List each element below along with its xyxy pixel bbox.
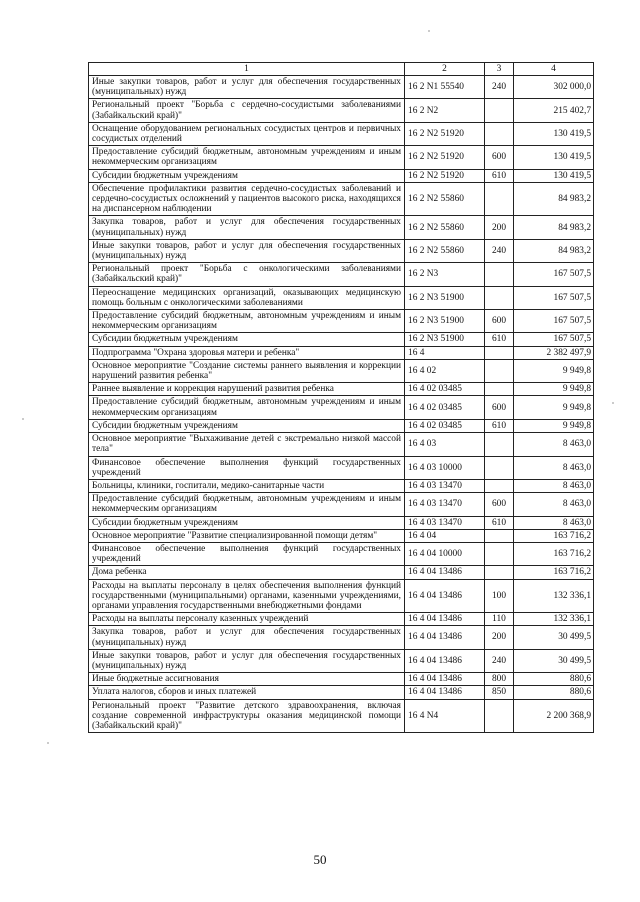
row-amount: 167 507,5 [514,310,594,333]
table-row [89,419,594,432]
row-amount: 167 507,5 [514,286,594,309]
row-name: Финансовое обеспечение выполнения функций государственных учреждений [89,456,405,479]
row-type: 600 [485,493,514,516]
row-amount: 8 463,0 [514,456,594,479]
table-row [89,516,594,529]
row-name: Иные закупки товаров, работ и услуг для обеспечения государственных (муниципальных) нужд [89,239,405,262]
row-code: 16 2 N3 [405,263,485,286]
row-type [485,699,514,733]
row-amount: 302 000,0 [514,76,594,99]
row-amount: 8 463,0 [514,479,594,492]
row-name: Основное мероприятие "Развитие специализированной помощи детям" [89,529,405,542]
row-amount: 84 983,2 [514,216,594,239]
row-code: 16 4 04 13486 [405,566,485,579]
row-type: 200 [485,626,514,649]
table-row [89,433,594,456]
row-amount: 8 463,0 [514,433,594,456]
row-code: 16 4 03 10000 [405,456,485,479]
row-code: 16 2 N2 55860 [405,216,485,239]
row-type: 600 [485,310,514,333]
row-type [485,383,514,396]
header-col-code: 2 [405,63,485,76]
row-type [485,99,514,122]
table-row [89,99,594,122]
row-code: 16 2 N1 55540 [405,76,485,99]
scan-speck [612,402,614,404]
table-row [89,542,594,565]
row-type [485,286,514,309]
scan-speck [22,418,24,420]
row-name: Субсидии бюджетным учреждениям [89,516,405,529]
row-type: 110 [485,613,514,626]
row-type: 610 [485,419,514,432]
row-amount: 30 499,5 [514,649,594,672]
row-amount: 2 200 368,9 [514,699,594,733]
table-row [89,169,594,182]
table-row [89,346,594,359]
row-name: Региональный проект "Борьба с онкологическими заболеваниями (Забайкальский край)" [89,263,405,286]
row-code: 16 4 04 10000 [405,542,485,565]
row-code: 16 4 03 13470 [405,493,485,516]
table-row [89,310,594,333]
row-name: Предоставление субсидий бюджетным, автономным учреждениям и иным некоммерческим организациям [89,493,405,516]
row-name: Региональный проект "Борьба с сердечно-сосудистыми заболеваниями (Забайкальский край)" [89,99,405,122]
table-row [89,456,594,479]
table-row [89,396,594,419]
table-row [89,479,594,492]
row-code: 16 2 N2 55860 [405,239,485,262]
row-name: Основное мероприятие "Выхаживание детей с экстремально низкой массой тела" [89,433,405,456]
row-type [485,346,514,359]
row-code: 16 2 N2 51920 [405,169,485,182]
row-name: Переоснащение медицинских организаций, оказывающих медицинскую помощь больным с онкологическими заболеваниями [89,286,405,309]
row-type: 240 [485,649,514,672]
row-code: 16 4 02 [405,359,485,382]
table-row [89,529,594,542]
row-type: 240 [485,239,514,262]
row-amount: 84 983,2 [514,182,594,216]
row-amount: 9 949,8 [514,419,594,432]
row-amount: 9 949,8 [514,383,594,396]
row-code: 16 2 N3 51900 [405,333,485,346]
row-name: Обеспечение профилактики развития сердечно-сосудистых заболеваний и сердечно-сосудистых осложнений у пациентов высокого риска, находящихся на диспансерном наблюдении [89,182,405,216]
row-code: 16 2 N3 51900 [405,286,485,309]
row-code: 16 4 02 03485 [405,383,485,396]
row-code: 16 4 04 13486 [405,626,485,649]
table-row [89,182,594,216]
row-name: Основное мероприятие "Создание системы раннего выявления и коррекции нарушений развития ребенка" [89,359,405,382]
row-name: Иные закупки товаров, работ и услуг для обеспечения государственных (муниципальных) нужд [89,649,405,672]
table-row [89,383,594,396]
table-row [89,122,594,145]
row-name: Оснащение оборудованием региональных сосудистых центров и первичных сосудистых отделений [89,122,405,145]
row-type: 240 [485,76,514,99]
row-name: Закупка товаров, работ и услуг для обеспечения государственных (муниципальных) нужд [89,626,405,649]
row-name: Раннее выявление и коррекция нарушений развития ребенка [89,383,405,396]
row-name: Субсидии бюджетным учреждениям [89,333,405,346]
row-code: 16 4 04 13486 [405,579,485,613]
table-row [89,286,594,309]
row-code: 16 2 N2 55860 [405,182,485,216]
row-amount: 167 507,5 [514,263,594,286]
row-name: Предоставление субсидий бюджетным, автономным учреждениям и иным некоммерческим организациям [89,396,405,419]
header-col-amount: 4 [514,63,594,76]
scan-speck [47,742,49,744]
row-type [485,263,514,286]
row-type [485,182,514,216]
row-name: Иные закупки товаров, работ и услуг для обеспечения государственных (муниципальных) нужд [89,76,405,99]
row-amount: 130 419,5 [514,146,594,169]
table-body [89,76,594,733]
row-amount: 130 419,5 [514,122,594,145]
row-amount: 167 507,5 [514,333,594,346]
row-code: 16 2 N2 51920 [405,122,485,145]
row-name: Расходы на выплаты персоналу в целях обеспечения выполнения функций государственными (муниципальными) органами, казенными учреждениями, органами управления государственными внебюджетными фондами [89,579,405,613]
row-amount: 9 949,8 [514,396,594,419]
row-code: 16 4 04 13486 [405,613,485,626]
row-type [485,122,514,145]
row-name: Уплата налогов, сборов и иных платежей [89,686,405,699]
scan-speck [428,30,430,32]
table-row [89,146,594,169]
row-code: 16 2 N2 [405,99,485,122]
table-row [89,686,594,699]
row-name: Дома ребенка [89,566,405,579]
page-number: 50 [313,852,327,867]
table-row [89,333,594,346]
row-name: Предоставление субсидий бюджетным, автономным учреждениям и иным некоммерческим организациям [89,310,405,333]
row-code: 16 4 N4 [405,699,485,733]
row-code: 16 4 [405,346,485,359]
row-type: 850 [485,686,514,699]
row-code: 16 4 02 03485 [405,396,485,419]
table-row [89,649,594,672]
row-type: 600 [485,396,514,419]
row-type [485,479,514,492]
table-row [89,579,594,613]
row-amount: 30 499,5 [514,626,594,649]
row-name: Подпрограмма "Охрана здоровья матери и ребенка" [89,346,405,359]
header-col-name: 1 [89,63,405,76]
row-type [485,529,514,542]
row-amount: 8 463,0 [514,493,594,516]
table-row [89,239,594,262]
row-name: Предоставление субсидий бюджетным, автономным учреждениям и иным некоммерческим организациям [89,146,405,169]
row-amount: 130 419,5 [514,169,594,182]
header-row [89,63,594,76]
row-code: 16 4 04 13486 [405,673,485,686]
row-code: 16 4 03 13470 [405,516,485,529]
row-amount: 8 463,0 [514,516,594,529]
row-code: 16 2 N3 51900 [405,310,485,333]
row-type: 600 [485,146,514,169]
row-amount: 163 716,2 [514,566,594,579]
row-code: 16 4 03 [405,433,485,456]
row-amount: 880,6 [514,686,594,699]
row-amount: 84 983,2 [514,239,594,262]
table-row [89,699,594,733]
row-name: Субсидии бюджетным учреждениям [89,419,405,432]
table-row [89,76,594,99]
row-code: 16 4 04 13486 [405,686,485,699]
row-code: 16 4 04 [405,529,485,542]
row-type [485,566,514,579]
row-type: 100 [485,579,514,613]
row-code: 16 4 03 13470 [405,479,485,492]
table-row [89,613,594,626]
row-type: 200 [485,216,514,239]
table-row [89,493,594,516]
table-row [89,216,594,239]
row-type: 610 [485,516,514,529]
row-name: Расходы на выплаты персоналу казенных учреждений [89,613,405,626]
header-col-type: 3 [485,63,514,76]
row-type [485,456,514,479]
row-amount: 132 336,1 [514,613,594,626]
table-row [89,263,594,286]
row-name: Больницы, клиники, госпитали, медико-санитарные части [89,479,405,492]
row-name: Закупка товаров, работ и услуг для обеспечения государственных (муниципальных) нужд [89,216,405,239]
row-type [485,359,514,382]
row-amount: 163 716,2 [514,529,594,542]
row-name: Региональный проект "Развитие детского здравоохранения, включая создание современной инфраструктуры оказания медицинской помощи (Забайкальский край)" [89,699,405,733]
row-type [485,542,514,565]
row-type: 610 [485,333,514,346]
table-row [89,673,594,686]
table-row [89,359,594,382]
row-name: Иные бюджетные ассигнования [89,673,405,686]
row-amount: 2 382 497,9 [514,346,594,359]
row-amount: 132 336,1 [514,579,594,613]
row-name: Субсидии бюджетным учреждениям [89,169,405,182]
row-code: 16 4 04 13486 [405,649,485,672]
table-row [89,626,594,649]
row-amount: 163 716,2 [514,542,594,565]
row-code: 16 4 02 03485 [405,419,485,432]
row-amount: 880,6 [514,673,594,686]
budget-table-page [88,62,593,733]
row-amount: 9 949,8 [514,359,594,382]
row-code: 16 2 N2 51920 [405,146,485,169]
row-type: 800 [485,673,514,686]
row-type: 610 [485,169,514,182]
row-type [485,433,514,456]
budget-table [88,62,594,733]
row-name: Финансовое обеспечение выполнения функций государственных учреждений [89,542,405,565]
row-amount: 215 402,7 [514,99,594,122]
table-row [89,566,594,579]
